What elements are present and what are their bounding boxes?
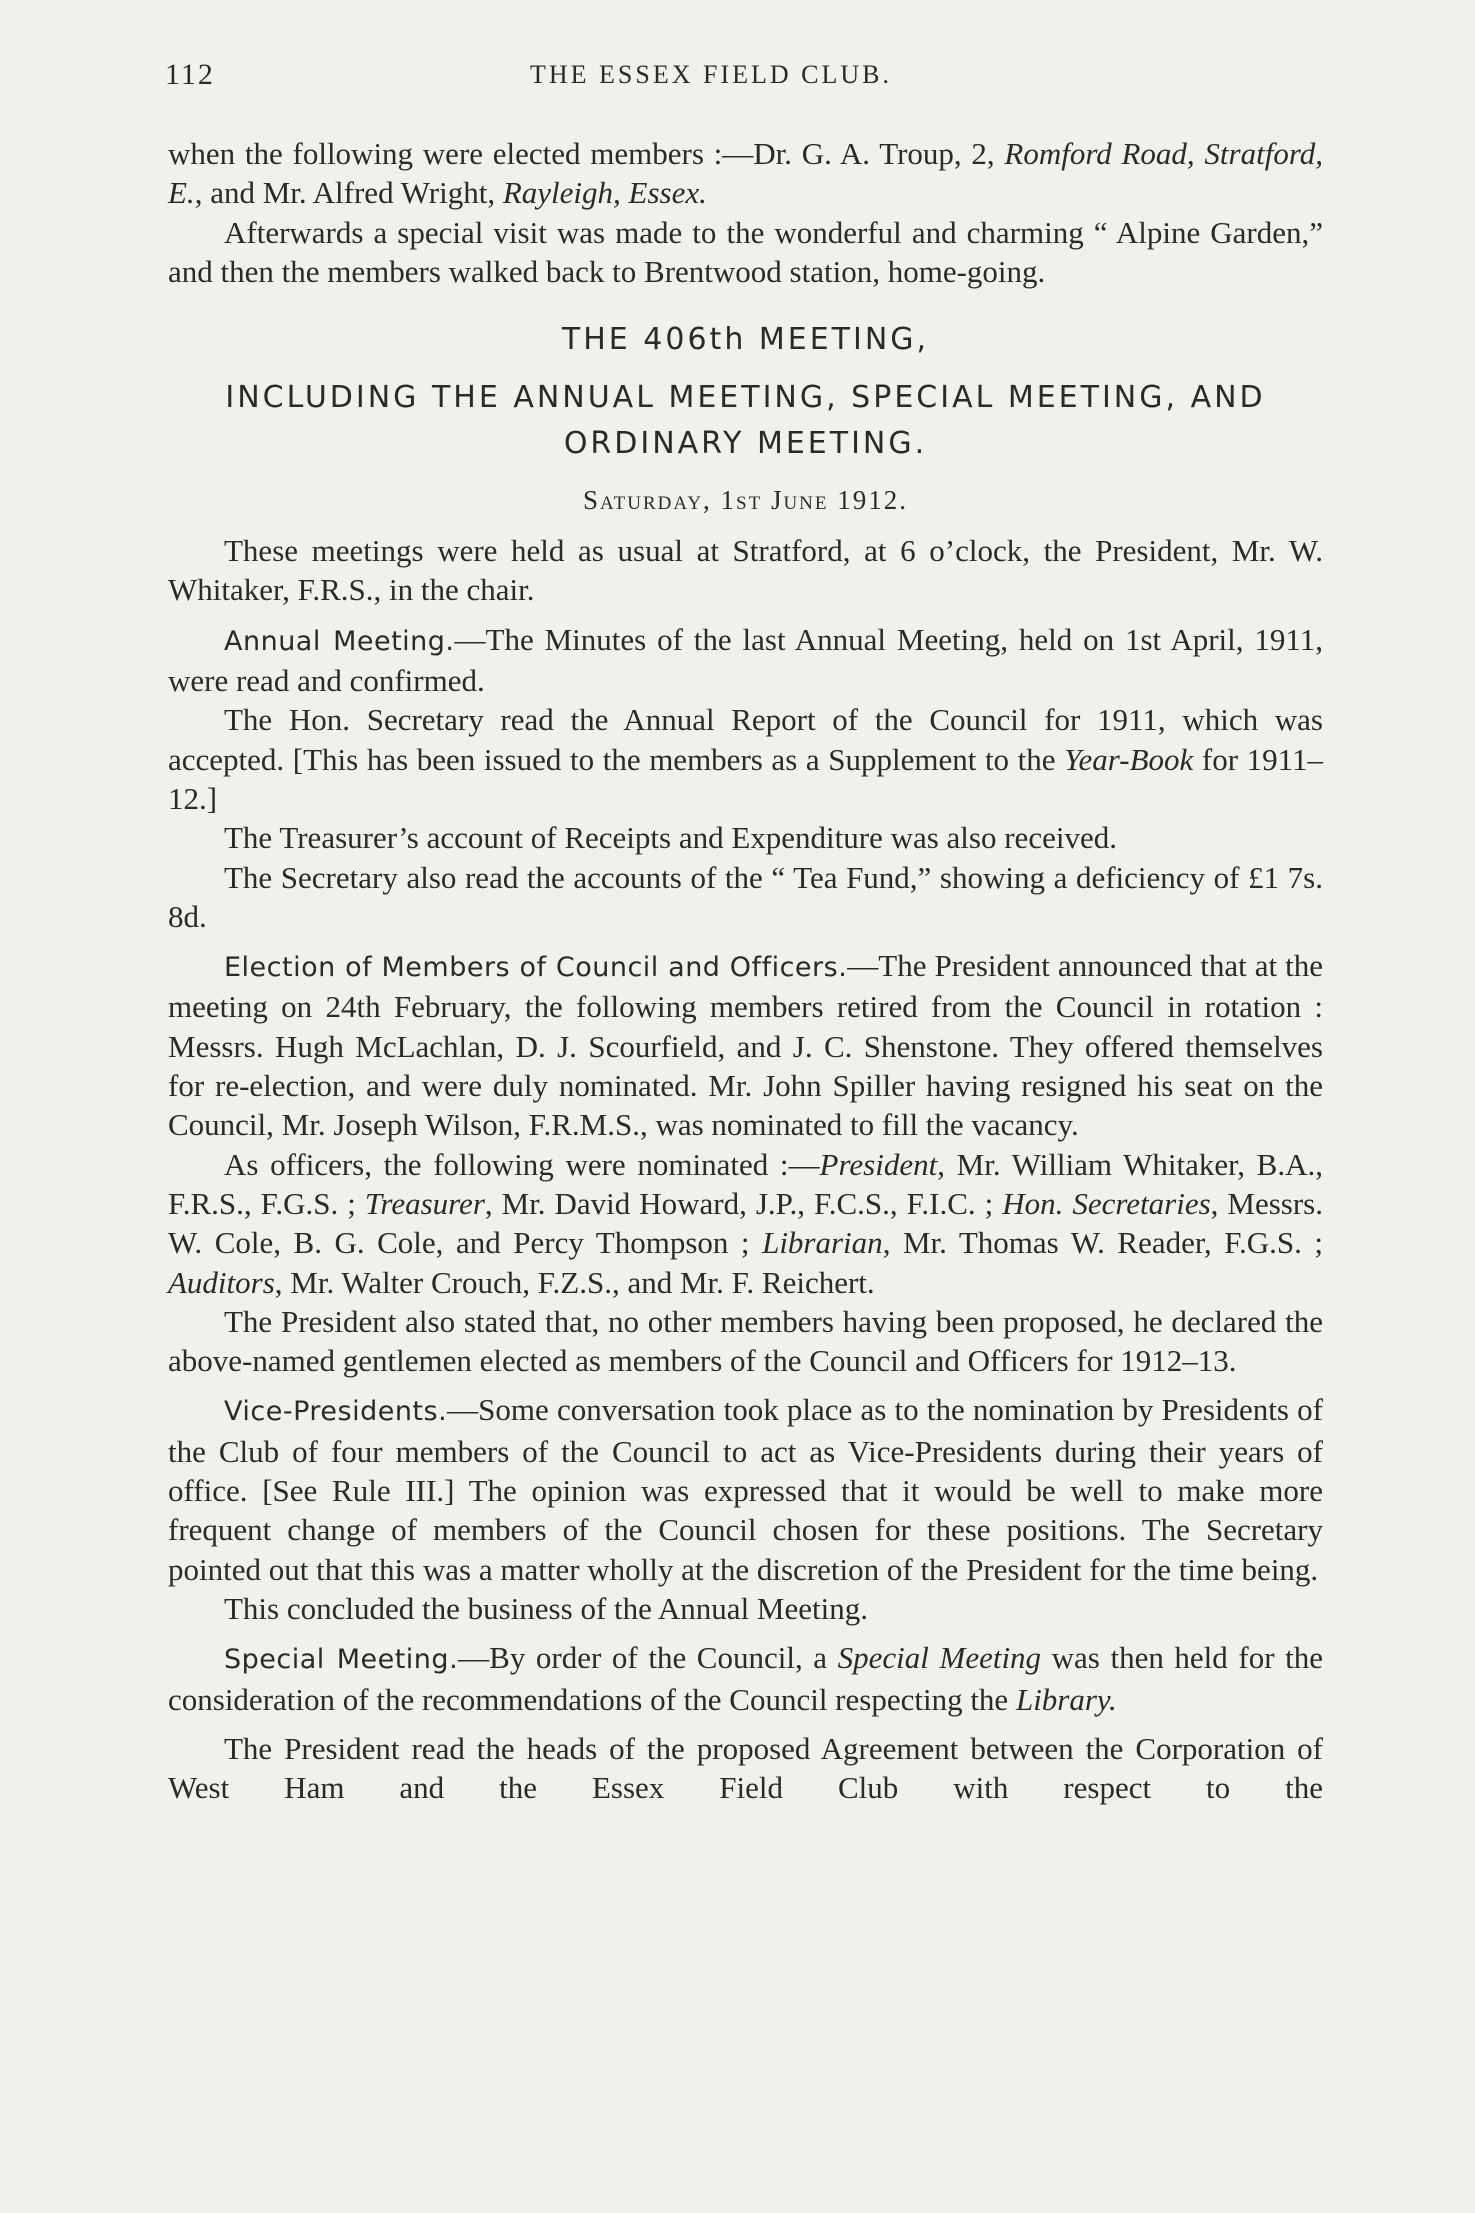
election-label: Election of Members of Council and Officers. bbox=[224, 952, 848, 984]
meeting-subheading: INCLUDING THE ANNUAL MEETING, SPECIAL MEETING, AND ORDINARY MEETING. bbox=[225, 380, 1266, 462]
meeting-date: Saturday, 1st June 1912. bbox=[582, 485, 909, 516]
paragraph-agreement: The President read the heads of the proposed Agreement between the Corporation of West Ham and the Essex Field Club with respect to the bbox=[168, 1730, 1323, 1806]
paragraph-alpine-garden: Afterwards a special visit was made to the wonderful and charming “ Alpine Garden,” and then the members walked back to Brentwood station, home-going. bbox=[168, 214, 1323, 289]
paragraph-tea-fund: The Secretary also read the accounts of the “ Tea Fund,” showing a deficiency of £1 7s. 8d. bbox=[168, 859, 1323, 934]
year-book-title: Year-Book bbox=[1064, 741, 1194, 777]
paragraph-elected-members: when the following were elected members :—Dr. G. A. Troup, 2, Romford Road, Stratford, E., and Mr. Alfred Wright, Rayleigh, Essex. bbox=[168, 136, 1323, 211]
paragraph-annual-meeting: Annual Meeting.—The Minutes of the last Annual Meeting, held on 1st April, 1911, were read and confirmed. bbox=[168, 621, 1323, 699]
paragraph-officers: As officers, the following were nominated :—President, Mr. William Whitaker, B.A., F.R.S., F.G.S. ; Treasurer, Mr. David Howard, J.P., F.C.S., F.I.C. ; Hon. Secretaries, Messrs. W. Cole, B. G. Cole, and Percy Thompson ; Librarian, Mr. Thomas W. Reader, F.G.S. ; Auditors, Mr. Walter Crouch, F.Z.S., and Mr. F. Reichert. bbox=[168, 1146, 1323, 1300]
paragraph-concluded: This concluded the business of the Annual Meeting. bbox=[224, 1590, 868, 1626]
paragraph-annual-report: The Hon. Secretary read the Annual Report of the Council for 1911, which was accepted. [This has been issued to the members as a Supplement to the Year-Book for 1911–12.] bbox=[168, 702, 1323, 816]
page-number: 112 bbox=[165, 58, 215, 91]
running-head bbox=[0, 58, 1475, 108]
paragraph-declared-elected: The President also stated that, no other members having been proposed, he declared the above-named gentlemen elected as members of the Council and Officers for 1912–13. bbox=[168, 1303, 1323, 1379]
paragraph-election: Election of Members of Council and Officers.—The President announced that at the meeting on 24th February, the following members retired from the Council in rotation : Messrs. Hugh McLachlan, D. J. Scourfield, and J. C. Shenstone. They offered themselves for re-election, and were duly nominated. Mr. John Spiller having resigned his seat on the Council, Mr. Joseph Wilson, F.R.M.S., was nominated to fill the vacancy. bbox=[168, 948, 1323, 1143]
page-text bbox=[168, 134, 1323, 1807]
paragraph-treasurer-account: The Treasurer’s account of Receipts and Expenditure was also received. bbox=[224, 820, 1117, 856]
meeting-heading: THE 406th MEETING, bbox=[561, 322, 930, 358]
paragraph-meetings-held: These meetings were held as usual at Stratford, at 6 o’clock, the President, Mr. W. Whitaker, F.R.S., in the chair. bbox=[168, 533, 1323, 608]
paragraph-vice-presidents: Vice-Presidents.—Some conversation took place as to the nomination by Presidents of the Club of four members of the Council to act as Vice-Presidents during their years of office. [See Rule III.] The opinion was expressed that it would be well to make more frequent change of members of the Council chosen for these positions. The Secretary pointed out that this was a matter wholly at the discretion of the President for the time being. bbox=[168, 1392, 1323, 1587]
vice-presidents-label: Vice-Presidents. bbox=[224, 1396, 448, 1428]
annual-meeting-label: Annual Meeting. bbox=[224, 625, 455, 657]
address-romford-road: Romford Road, Stratford, E. bbox=[168, 136, 1323, 211]
address-rayleigh: Rayleigh, Essex. bbox=[502, 175, 707, 211]
journal-title: THE ESSEX FIELD CLUB. bbox=[530, 60, 892, 89]
special-meeting-label: Special Meeting. bbox=[224, 1644, 459, 1676]
paragraph-special-meeting: Special Meeting.—By order of the Council, a Special Meeting was then held for the consideration of the recommendations of the Council respecting the Library. bbox=[168, 1640, 1323, 1717]
